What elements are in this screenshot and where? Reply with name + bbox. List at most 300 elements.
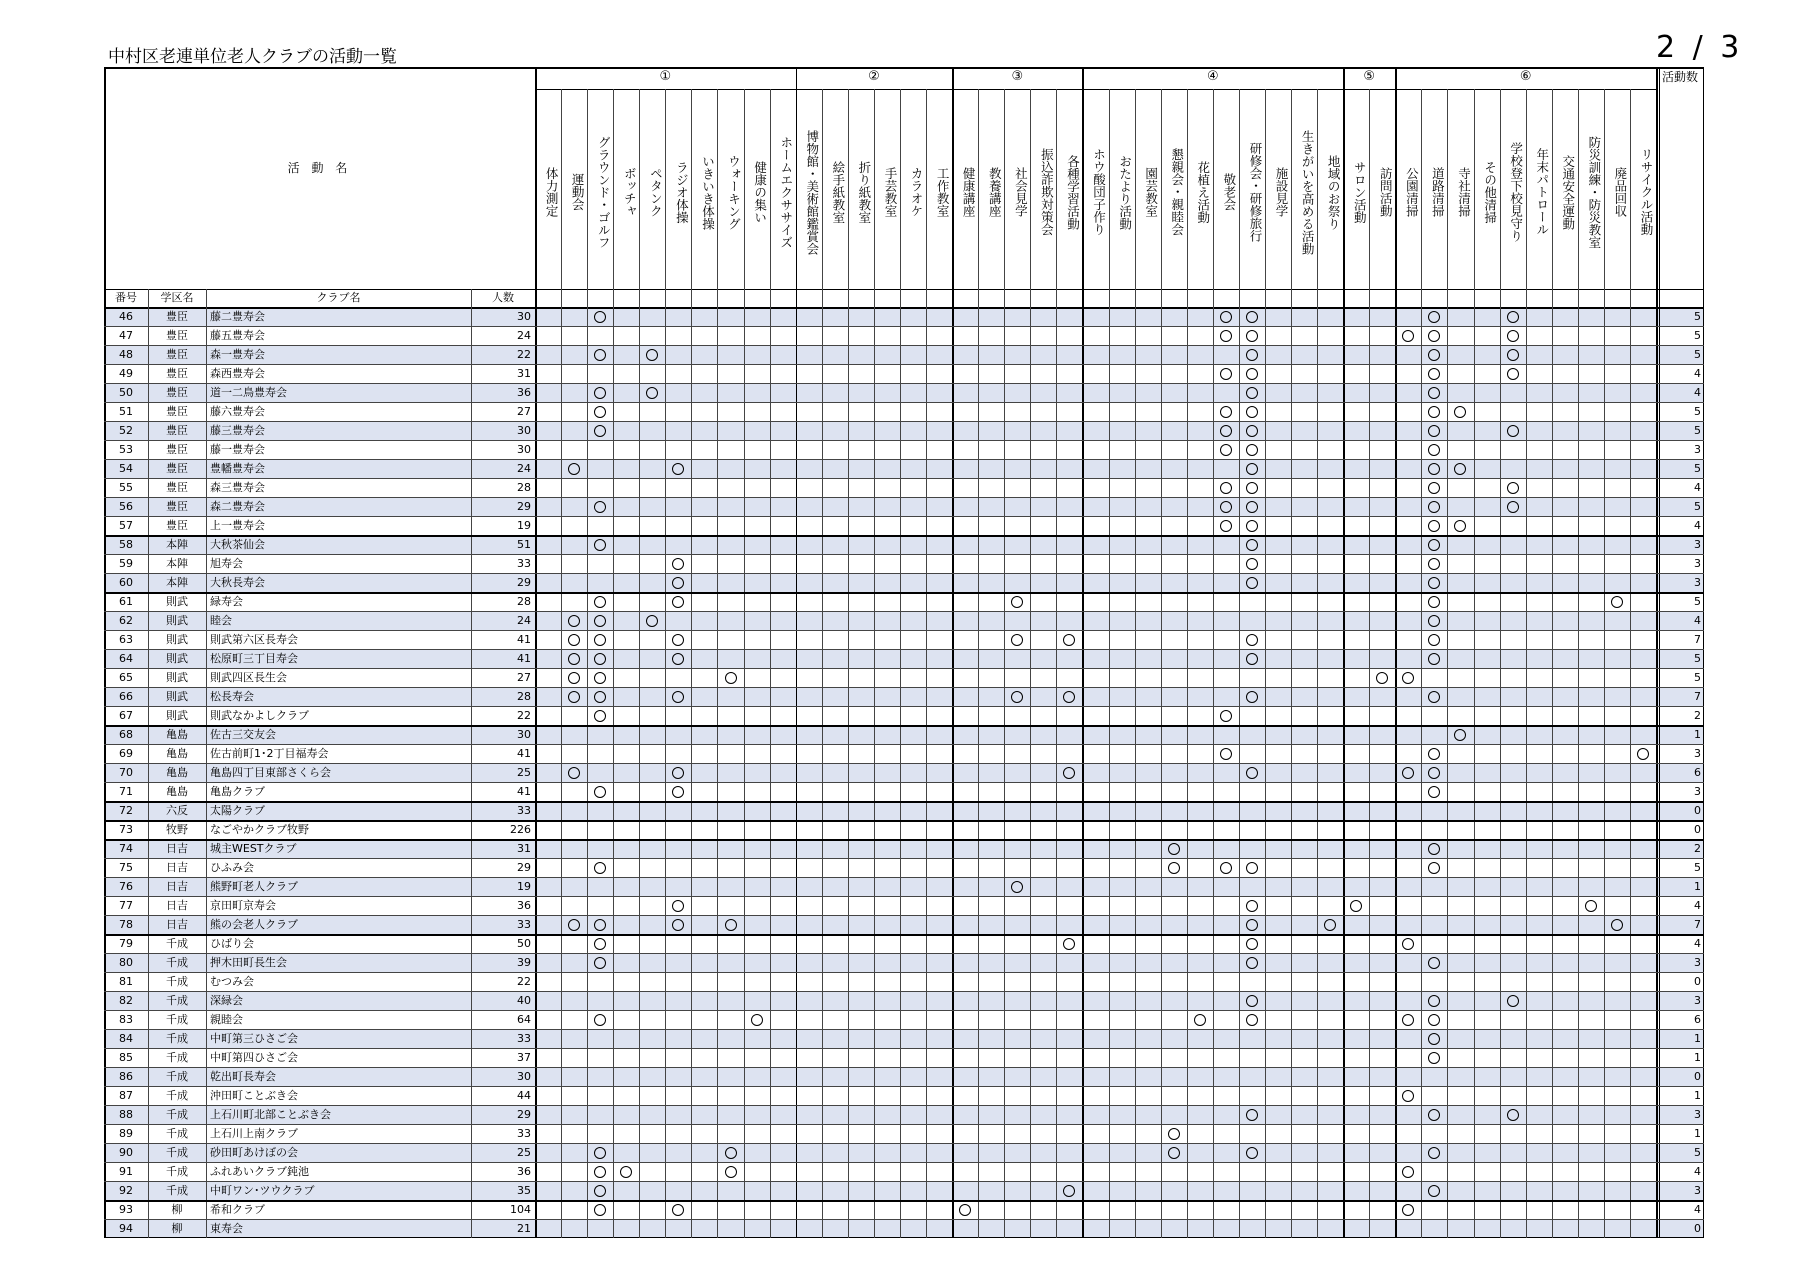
col-line <box>587 89 588 1238</box>
activity-header-label: 各種学習活動 <box>1065 154 1081 230</box>
activity-header-label: 手芸教室 <box>882 167 898 217</box>
row-activity-count: 5 <box>1694 595 1701 608</box>
row-members: 28 <box>517 481 531 494</box>
row-district: 豊臣 <box>166 386 188 399</box>
row-activity-count: 4 <box>1694 519 1701 532</box>
activity-mark <box>1402 938 1414 950</box>
row-line <box>104 326 1704 327</box>
activity-mark <box>1454 729 1466 741</box>
activity-mark <box>1168 1147 1180 1159</box>
row-number: 62 <box>119 614 133 627</box>
row-district: 千成 <box>166 1032 188 1045</box>
row-number: 50 <box>119 386 133 399</box>
activity-mark <box>1246 425 1258 437</box>
activity-header-label: 生きがいを高める活動 <box>1300 129 1316 255</box>
row-activity-count: 4 <box>1694 1203 1701 1216</box>
activity-mark <box>1428 691 1440 703</box>
activity-mark <box>1507 311 1519 323</box>
row-members: 30 <box>517 310 531 323</box>
row-club-name: 松原町三丁目寿会 <box>210 652 298 665</box>
col-line <box>1239 89 1240 1238</box>
activity-mark <box>1246 957 1258 969</box>
activity-mark <box>1063 1185 1075 1197</box>
row-district: 則武 <box>166 671 188 684</box>
row-line <box>104 934 1704 936</box>
activity-mark <box>1246 311 1258 323</box>
activity-mark <box>1402 330 1414 342</box>
row-line <box>104 896 1704 897</box>
activity-mark <box>594 919 606 931</box>
activity-header <box>822 89 848 289</box>
row-members: 64 <box>517 1013 531 1026</box>
activity-mark <box>594 672 606 684</box>
activity-header <box>613 89 639 289</box>
row-club-name: むつみ会 <box>210 975 254 988</box>
col-line <box>1656 67 1658 1238</box>
row-club-name: 佐古三交友会 <box>210 728 276 741</box>
row-number: 55 <box>119 481 133 494</box>
row-members: 27 <box>517 405 531 418</box>
row-number: 56 <box>119 500 133 513</box>
activity-mark <box>672 919 684 931</box>
activity-mark <box>1011 691 1023 703</box>
row-club-name: 上一豊寿会 <box>210 519 265 532</box>
activity-mark <box>594 957 606 969</box>
row-members: 27 <box>517 671 531 684</box>
activity-mark <box>1376 672 1388 684</box>
row-club-name: 大秋茶仙会 <box>210 538 265 551</box>
row-number: 87 <box>119 1089 133 1102</box>
activity-header <box>978 89 1004 289</box>
row-number: 85 <box>119 1051 133 1064</box>
row-district: 日吉 <box>166 842 188 855</box>
row-activity-count: 3 <box>1694 994 1701 1007</box>
row-line <box>104 478 1704 479</box>
col-line <box>1135 89 1136 1238</box>
row-activity-count: 3 <box>1694 956 1701 969</box>
row-activity-count: 5 <box>1694 405 1701 418</box>
row-activity-count: 7 <box>1694 918 1701 931</box>
col-line <box>1317 89 1318 1238</box>
activity-mark <box>1220 482 1232 494</box>
col-line <box>1474 89 1475 1238</box>
row-district: 則武 <box>166 652 188 665</box>
col-line <box>639 89 640 1238</box>
activity-mark <box>1428 482 1440 494</box>
row-district: 亀島 <box>166 766 188 779</box>
row-club-name: 熊野町老人クラブ <box>210 880 298 893</box>
activity-header-label: 振込詐欺対策会 <box>1039 148 1055 236</box>
col-line <box>665 89 666 1238</box>
activity-mark <box>1428 425 1440 437</box>
activity-mark <box>1246 406 1258 418</box>
row-line <box>104 630 1704 631</box>
activity-header-label: 健康の集い <box>752 160 768 224</box>
row-number: 76 <box>119 880 133 893</box>
row-district: 豊臣 <box>166 462 188 475</box>
row-club-name: ひばり会 <box>210 937 254 950</box>
activity-mark <box>1428 330 1440 342</box>
activity-header <box>1187 89 1213 289</box>
row-activity-count: 3 <box>1694 443 1701 456</box>
activity-mark <box>1507 995 1519 1007</box>
row-line <box>104 1200 1704 1202</box>
row-number: 66 <box>119 690 133 703</box>
activity-mark <box>725 672 737 684</box>
row-line <box>104 782 1704 783</box>
activity-header-label: ホウ酸団子作り <box>1091 148 1107 236</box>
row-district: 豊臣 <box>166 405 188 418</box>
activity-mark <box>1507 368 1519 380</box>
header-number: 番号 <box>115 291 137 304</box>
row-number: 68 <box>119 728 133 741</box>
activity-header-label: 寺社清掃 <box>1456 167 1472 217</box>
activity-mark <box>568 672 580 684</box>
row-line <box>104 554 1704 555</box>
row-activity-count: 5 <box>1694 652 1701 665</box>
activity-mark <box>1063 634 1075 646</box>
activity-mark <box>1402 767 1414 779</box>
row-line <box>104 706 1704 707</box>
activity-header <box>717 89 743 289</box>
document-title: 中村区老連単位老人クラブの活動一覧 <box>108 47 397 67</box>
activity-mark <box>1428 653 1440 665</box>
row-members: 21 <box>517 1222 531 1235</box>
row-club-name: 上石川町北部ことぶき会 <box>210 1108 331 1121</box>
activity-mark <box>1507 330 1519 342</box>
row-line <box>104 915 1704 916</box>
row-number: 72 <box>119 804 133 817</box>
row-members: 51 <box>517 538 531 551</box>
row-club-name: 松長寿会 <box>210 690 254 703</box>
col-line <box>1213 89 1214 1238</box>
row-number: 60 <box>119 576 133 589</box>
activity-mark <box>620 1166 632 1178</box>
activity-mark <box>1246 539 1258 551</box>
activity-header <box>952 89 978 289</box>
row-members: 40 <box>517 994 531 1007</box>
col-line <box>926 89 927 1238</box>
col-line <box>1109 89 1110 1238</box>
row-number: 90 <box>119 1146 133 1159</box>
row-activity-count: 1 <box>1694 1127 1701 1140</box>
activity-mark <box>594 387 606 399</box>
row-activity-count: 3 <box>1694 747 1701 760</box>
row-district: 六反 <box>166 804 188 817</box>
row-number: 54 <box>119 462 133 475</box>
activity-header <box>1369 89 1395 289</box>
row-members: 22 <box>517 348 531 361</box>
row-members: 22 <box>517 709 531 722</box>
row-members: 50 <box>517 937 531 950</box>
activity-header-label: 教養講座 <box>987 167 1003 217</box>
row-club-name: 則武四区長生会 <box>210 671 287 684</box>
activity-mark <box>1428 1033 1440 1045</box>
row-club-name: 藤二豊寿会 <box>210 310 265 323</box>
activity-header-label: 研修会・研修旅行 <box>1247 142 1263 242</box>
activity-name-label: 活 動 名 <box>287 161 352 175</box>
row-activity-count: 3 <box>1694 785 1701 798</box>
row-activity-count: 5 <box>1694 310 1701 323</box>
activity-mark <box>1246 938 1258 950</box>
activity-mark <box>1402 1166 1414 1178</box>
activity-mark <box>672 786 684 798</box>
row-line <box>104 421 1704 422</box>
row-line <box>104 1048 1704 1049</box>
row-members: 30 <box>517 424 531 437</box>
row-members: 33 <box>517 557 531 570</box>
activity-mark <box>594 615 606 627</box>
activity-mark <box>1611 596 1623 608</box>
row-district: 豊臣 <box>166 519 188 532</box>
row-district: 千成 <box>166 1108 188 1121</box>
activity-mark <box>1246 558 1258 570</box>
row-district: 千成 <box>166 1184 188 1197</box>
row-line <box>104 497 1704 498</box>
row-line <box>104 440 1704 441</box>
row-club-name: 中町第三ひさご会 <box>210 1032 298 1045</box>
activity-mark <box>1246 482 1258 494</box>
activity-mark <box>1246 900 1258 912</box>
activity-mark <box>1428 1014 1440 1026</box>
col-line <box>1369 89 1370 1238</box>
activity-mark <box>1246 444 1258 456</box>
row-number: 59 <box>119 557 133 570</box>
row-members: 36 <box>517 386 531 399</box>
row-members: 30 <box>517 728 531 741</box>
activity-mark <box>672 691 684 703</box>
activity-header <box>1552 89 1578 289</box>
col-line <box>1421 89 1422 1238</box>
activity-header-label: ペタンク <box>648 167 664 217</box>
row-activity-count: 1 <box>1694 880 1701 893</box>
activity-mark <box>1246 634 1258 646</box>
row-members: 31 <box>517 842 531 855</box>
activity-header-label: ホームエクササイズ <box>778 135 794 249</box>
activity-mark <box>1220 311 1232 323</box>
activity-mark <box>1402 672 1414 684</box>
activity-mark <box>1507 482 1519 494</box>
activity-mark <box>594 710 606 722</box>
row-activity-count: 1 <box>1694 1032 1701 1045</box>
activity-mark <box>1220 862 1232 874</box>
activity-header-label: 訪問活動 <box>1378 167 1394 217</box>
activity-mark <box>1246 691 1258 703</box>
activity-mark <box>1428 311 1440 323</box>
subheader-top <box>104 289 1704 290</box>
activity-header-label: 地域のお祭り <box>1326 154 1342 230</box>
row-district: 千成 <box>166 1013 188 1026</box>
row-line <box>104 364 1704 365</box>
col-line <box>1187 89 1188 1238</box>
row-number: 75 <box>119 861 133 874</box>
row-district: 牧野 <box>166 823 188 836</box>
row-number: 47 <box>119 329 133 342</box>
activity-mark <box>1507 349 1519 361</box>
activity-header-label: カラオケ <box>909 167 925 217</box>
row-members: 25 <box>517 766 531 779</box>
activity-header-label: 交通安全運動 <box>1560 154 1576 230</box>
activity-mark <box>594 653 606 665</box>
row-club-name: 佐古前町1･2丁目福寿会 <box>210 747 329 760</box>
row-district: 則武 <box>166 614 188 627</box>
activity-header <box>691 89 717 289</box>
activity-header-label: 園芸教室 <box>1143 167 1159 217</box>
activity-header <box>1526 89 1552 289</box>
activity-header <box>561 89 587 289</box>
activity-mark <box>1402 1090 1414 1102</box>
row-district: 日吉 <box>166 918 188 931</box>
activity-mark <box>1428 862 1440 874</box>
row-activity-count: 5 <box>1694 1146 1701 1159</box>
row-activity-count: 6 <box>1694 766 1701 779</box>
border-bottom <box>104 1237 1704 1239</box>
row-members: 33 <box>517 918 531 931</box>
activity-mark <box>1428 463 1440 475</box>
row-number: 74 <box>119 842 133 855</box>
activity-mark <box>1428 1052 1440 1064</box>
activity-header-label: 学校登下校見守り <box>1508 142 1524 242</box>
row-activity-count: 6 <box>1694 1013 1701 1026</box>
col-line <box>978 89 979 1238</box>
row-number: 80 <box>119 956 133 969</box>
activity-header-label: 体力測定 <box>544 167 560 217</box>
activity-mark <box>1428 957 1440 969</box>
activity-mark <box>1220 444 1232 456</box>
activity-mark <box>1428 349 1440 361</box>
row-club-name: 藤五豊寿会 <box>210 329 265 342</box>
row-club-name: 森西豊寿会 <box>210 367 265 380</box>
activity-mark <box>646 387 658 399</box>
row-district: 千成 <box>166 1146 188 1159</box>
row-members: 35 <box>517 1184 531 1197</box>
row-activity-count: 5 <box>1694 861 1701 874</box>
row-number: 83 <box>119 1013 133 1026</box>
row-line <box>104 763 1704 764</box>
row-activity-count: 1 <box>1694 1051 1701 1064</box>
activity-header <box>1630 89 1656 289</box>
row-activity-count: 7 <box>1694 633 1701 646</box>
activity-header <box>1500 89 1526 289</box>
activity-header-label: 施設見学 <box>1274 167 1290 217</box>
row-district: 千成 <box>166 937 188 950</box>
activity-mark <box>1246 520 1258 532</box>
row-club-name: 則武第六区長寿会 <box>210 633 298 646</box>
activity-header-label: リサイクル活動 <box>1638 148 1654 236</box>
activity-mark <box>594 1185 606 1197</box>
col-line <box>1161 89 1162 1238</box>
row-activity-count: 5 <box>1694 500 1701 513</box>
activity-header-label: 社会見学 <box>1013 167 1029 217</box>
activity-header-label: 運動会 <box>570 173 586 211</box>
activity-mark <box>1454 463 1466 475</box>
row-line <box>104 744 1704 745</box>
row-members: 19 <box>517 519 531 532</box>
row-line <box>104 516 1704 517</box>
row-members: 22 <box>517 975 531 988</box>
col-line <box>874 89 875 1238</box>
activity-header <box>1395 89 1421 289</box>
activity-mark <box>1246 368 1258 380</box>
col-line <box>1526 89 1527 1238</box>
row-members: 44 <box>517 1089 531 1102</box>
activity-mark <box>672 767 684 779</box>
activity-header <box>900 89 926 289</box>
row-activity-count: 5 <box>1694 462 1701 475</box>
activity-header <box>1004 89 1030 289</box>
row-line <box>104 877 1704 878</box>
activity-header <box>1447 89 1473 289</box>
activity-mark <box>672 577 684 589</box>
activity-header-label: ウォーキング <box>726 154 742 230</box>
row-district: 豊臣 <box>166 329 188 342</box>
col-line <box>770 89 771 1238</box>
row-members: 29 <box>517 576 531 589</box>
activity-mark <box>1220 501 1232 513</box>
activity-mark <box>1246 995 1258 1007</box>
activity-mark <box>594 691 606 703</box>
row-members: 29 <box>517 1108 531 1121</box>
col-line <box>1604 89 1605 1238</box>
row-club-name: 豊幡豊寿会 <box>210 462 265 475</box>
row-activity-count: 4 <box>1694 481 1701 494</box>
row-members: 37 <box>517 1051 531 1064</box>
row-activity-count: 4 <box>1694 899 1701 912</box>
activity-mark <box>1428 368 1440 380</box>
col-line <box>822 89 823 1238</box>
activity-mark <box>1428 520 1440 532</box>
page-number: 2 / 3 <box>1656 30 1744 65</box>
row-club-name: 希和クラブ <box>210 1203 265 1216</box>
activity-mark <box>646 349 658 361</box>
activity-mark <box>1428 577 1440 589</box>
activity-header <box>1317 89 1343 289</box>
row-number: 67 <box>119 709 133 722</box>
row-line <box>104 820 1704 822</box>
row-line <box>104 858 1704 859</box>
activity-header-label: サロン活動 <box>1352 160 1368 224</box>
row-district: 千成 <box>166 1127 188 1140</box>
activity-mark <box>594 596 606 608</box>
row-club-name: 睦会 <box>210 614 232 627</box>
row-activity-count: 5 <box>1694 671 1701 684</box>
col-line <box>1578 89 1579 1238</box>
activity-mark <box>1428 615 1440 627</box>
activity-mark <box>1246 653 1258 665</box>
row-club-name: 藤六豊寿会 <box>210 405 265 418</box>
activity-header <box>1056 89 1082 289</box>
activity-header <box>796 89 822 289</box>
activity-mark <box>594 501 606 513</box>
row-number: 93 <box>119 1203 133 1216</box>
activity-header <box>1082 89 1108 289</box>
activity-header-label: 懇親会・親睦会 <box>1169 148 1185 236</box>
border-top <box>104 67 1704 69</box>
row-activity-count: 1 <box>1694 1089 1701 1102</box>
activity-mark <box>1428 387 1440 399</box>
activity-mark <box>1220 368 1232 380</box>
row-number: 57 <box>119 519 133 532</box>
row-activity-count: 4 <box>1694 937 1701 950</box>
row-line <box>104 1162 1704 1163</box>
activity-header-label: 年末パトロール <box>1534 148 1550 236</box>
activity-header <box>1239 89 1265 289</box>
row-line <box>104 801 1704 803</box>
activity-mark <box>568 463 580 475</box>
row-activity-count: 4 <box>1694 614 1701 627</box>
row-district: 千成 <box>166 1070 188 1083</box>
row-members: 24 <box>517 329 531 342</box>
